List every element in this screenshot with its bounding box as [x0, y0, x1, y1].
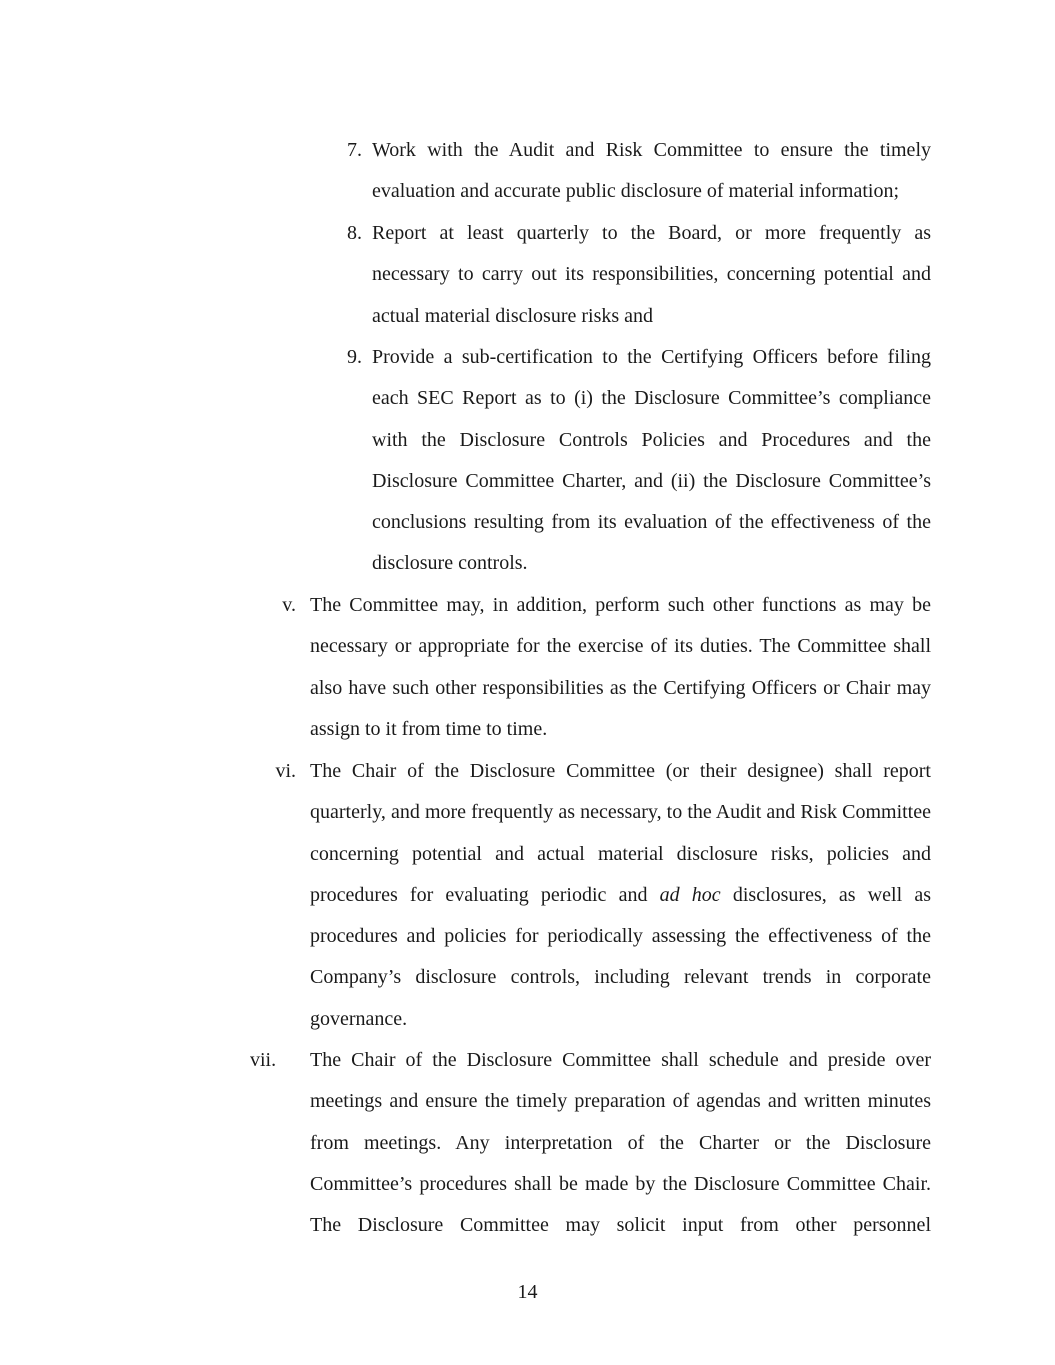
list-marker: 9.	[347, 346, 362, 368]
list-item-8	[347, 213, 931, 337]
list-item-text: The Committee may, in addition, perform such other functions as may be necessary or appropriate for the exercise of its duties. The Committee shall also have such other responsibilities as the Certifying Officers or Chair may assign to it from time to time.	[310, 594, 931, 740]
list-item-text: Provide a sub-certification to the Certifying Officers before filing each SEC Report as to (i) the Disclosure Committee’s compliance with the Disclosure Controls Policies and Procedures and the Disclosure Committee Charter, and (ii) the Disclosure Committee’s conclusions resulting from its evaluation of the effectiveness of the disclosure controls.	[372, 346, 931, 575]
page-number: 14	[517, 1281, 538, 1303]
list-item-text: Report at least quarterly to the Board, or more frequently as necessary to carry out its responsibilities, concerning potential and actual material disclosure risks and	[372, 222, 931, 327]
list-item-7	[347, 130, 931, 213]
italic-term: ad hoc	[659, 883, 721, 906]
list-item-text: The Chair of the Disclosure Committee (or their designee) shall report quarterly, and more frequently as necessary, to the Audit and Risk Committee concerning potential and actual material disclosure risks, policies and procedures for evaluating periodic and ad hoc disclosures, as well as procedures and policies for periodically assessing the effectiveness of the Company’s disclosure controls, including relevant trends in corporate governance.	[310, 760, 931, 1030]
list-marker: vi.	[275, 760, 296, 782]
list-item-v	[282, 585, 931, 750]
list-item-vii	[250, 1040, 931, 1246]
list-item-vi	[275, 751, 931, 1040]
list-item-9	[347, 337, 931, 585]
list-marker: v.	[282, 594, 296, 616]
list-marker: vii.	[250, 1049, 277, 1071]
list-item-text: The Chair of the Disclosure Committee shall schedule and preside over meetings and ensure the timely preparation of agendas and written minutes from meetings. Any interpretation of the Charter or the Disclosure Committee’s procedures shall be made by the Disclosure Committee Chair. The Disclosure Committee may solicit input from other personnel	[310, 1049, 931, 1237]
list-item-text: Work with the Audit and Risk Committee to ensure the timely evaluation and accurate public disclosure of material information;	[372, 139, 931, 203]
list-marker: 8.	[347, 222, 362, 244]
list-marker: 7.	[347, 139, 362, 161]
